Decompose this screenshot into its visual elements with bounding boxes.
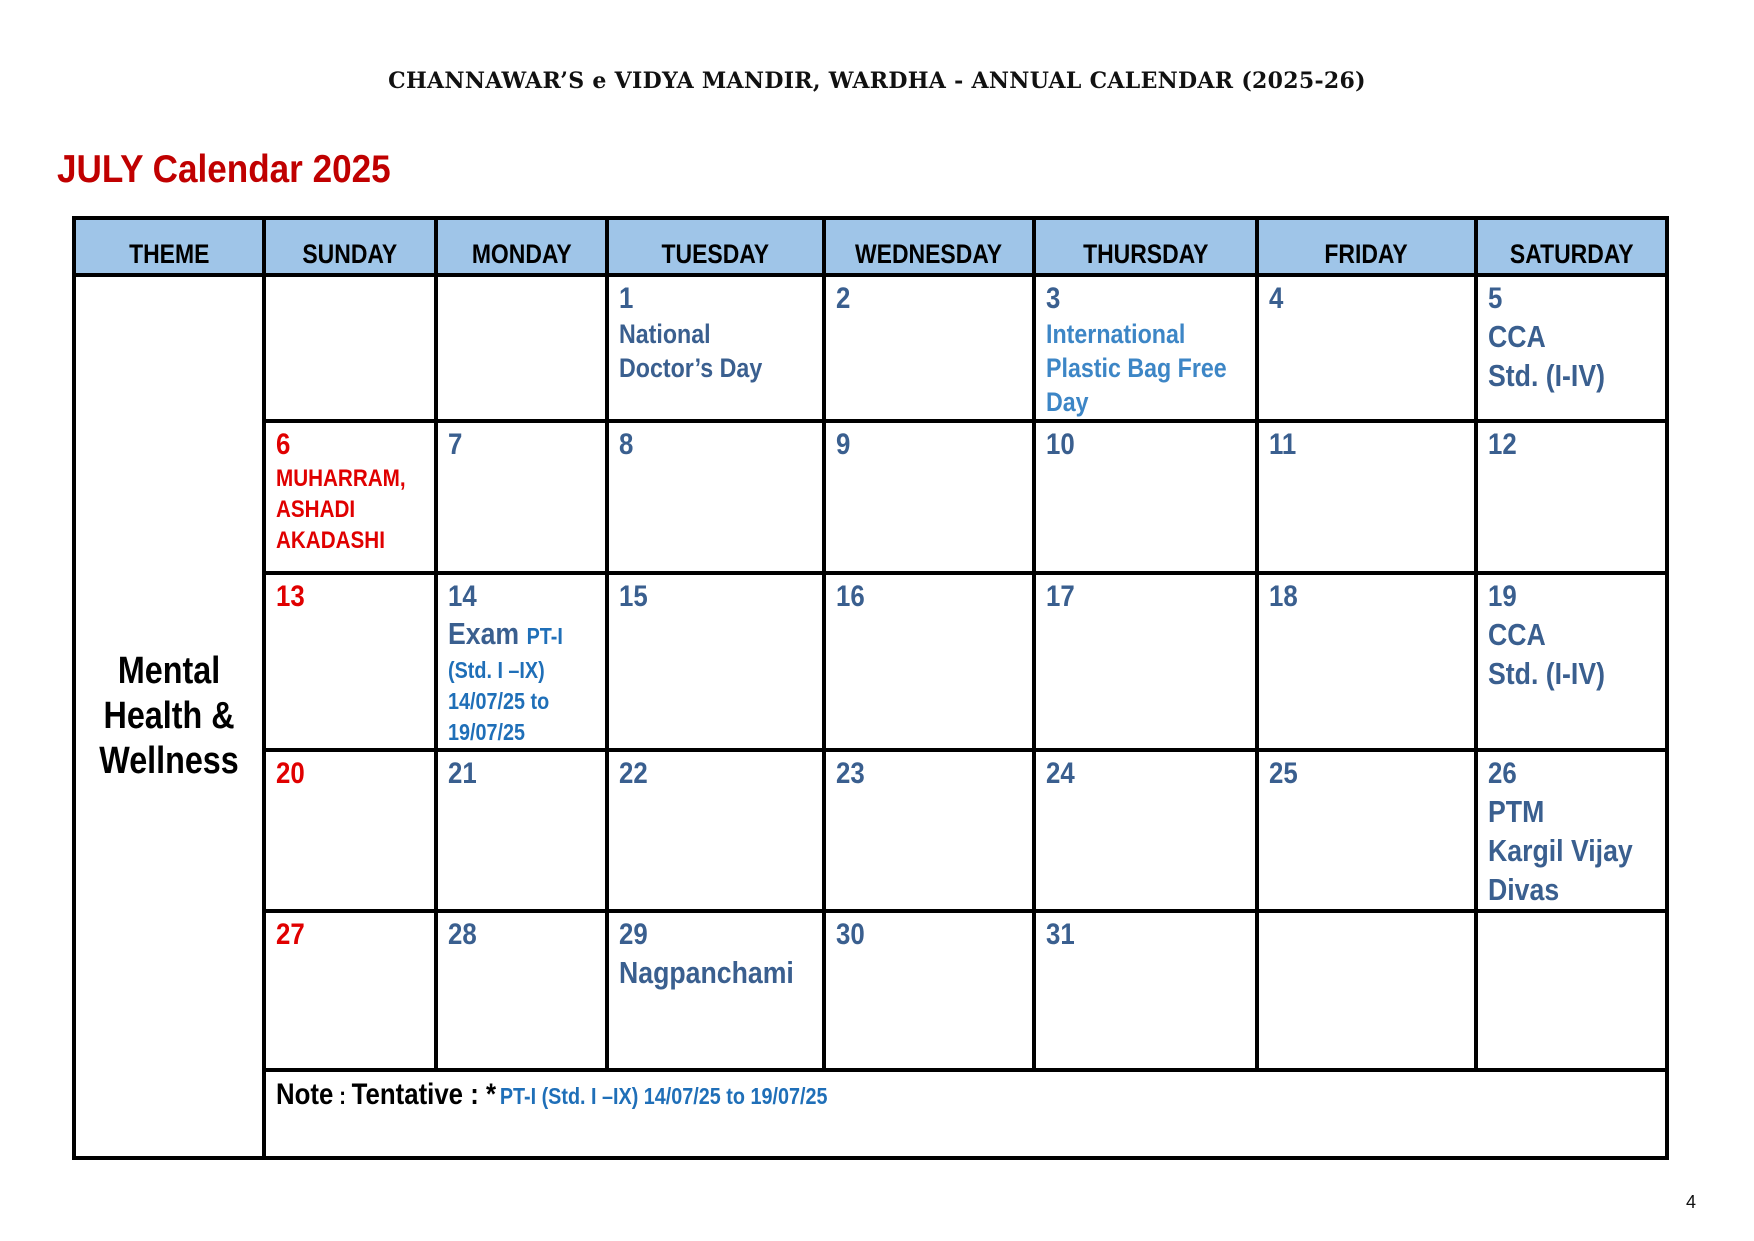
day-cell-holiday: 13 bbox=[264, 573, 436, 750]
day-cell: 9 bbox=[824, 421, 1034, 573]
month-title: JULY Calendar 2025 bbox=[57, 148, 391, 191]
day-cell-holiday: 20 bbox=[264, 750, 436, 911]
theme-cell bbox=[74, 275, 264, 1158]
day-cell bbox=[1257, 275, 1476, 421]
event-text: Divas bbox=[1488, 872, 1560, 907]
day-cell-holiday: 27 bbox=[264, 911, 436, 1070]
event-text: Exam PT-I bbox=[448, 616, 563, 651]
day-cell: 15 bbox=[607, 573, 824, 750]
note-label: Note bbox=[276, 1078, 334, 1111]
day-number: 3 bbox=[1046, 282, 1061, 315]
day-cell bbox=[1476, 275, 1667, 421]
header-theme: THEME bbox=[74, 218, 264, 275]
week-row bbox=[74, 275, 1667, 421]
day-cell: 10 bbox=[1034, 421, 1257, 573]
header-sunday: SUNDAY bbox=[264, 218, 436, 275]
event-text: Std. (I-IV) bbox=[1488, 656, 1606, 691]
day-cell: 25 bbox=[1257, 750, 1476, 911]
day-cell-empty bbox=[264, 275, 436, 421]
day-cell bbox=[1034, 275, 1257, 421]
day-cell bbox=[607, 275, 824, 421]
day-cell-empty bbox=[1257, 911, 1476, 1070]
header-friday: FRIDAY bbox=[1257, 218, 1476, 275]
event-text: Day bbox=[1046, 387, 1089, 417]
event-text: CCA bbox=[1488, 319, 1546, 354]
document-title: CHANNAWAR’S e VIDYA MANDIR, WARDHA - ANNUAL CALENDAR (2025-26) bbox=[388, 68, 1366, 94]
day-cell: 22 bbox=[607, 750, 824, 911]
holiday-text: MUHARRAM, bbox=[276, 465, 406, 492]
day-cell: 28 bbox=[436, 911, 607, 1070]
day-cell bbox=[607, 911, 824, 1070]
day-cell: 12 bbox=[1476, 421, 1667, 573]
header-saturday: SATURDAY bbox=[1476, 218, 1667, 275]
event-text: Nagpanchami bbox=[619, 955, 794, 990]
header-thursday: THURSDAY bbox=[1034, 218, 1257, 275]
week-row bbox=[74, 911, 1667, 1070]
event-text: Doctor’s Day bbox=[619, 353, 763, 383]
day-number: 6 bbox=[276, 428, 291, 461]
event-text: Plastic Bag Free bbox=[1046, 353, 1227, 383]
day-cell: 24 bbox=[1034, 750, 1257, 911]
note-row bbox=[74, 1070, 1667, 1158]
day-number: 4 bbox=[1269, 282, 1284, 315]
week-row bbox=[74, 573, 1667, 750]
day-cell bbox=[1476, 573, 1667, 750]
day-cell-empty bbox=[1476, 911, 1667, 1070]
day-cell: 8 bbox=[607, 421, 824, 573]
day-cell: 7 bbox=[436, 421, 607, 573]
day-cell bbox=[824, 275, 1034, 421]
day-number: 5 bbox=[1488, 282, 1503, 315]
event-text: National bbox=[619, 319, 711, 349]
day-cell: 31 bbox=[1034, 911, 1257, 1070]
page-number: 4 bbox=[1686, 1192, 1697, 1212]
day-cell bbox=[1476, 750, 1667, 911]
day-number: 1 bbox=[619, 282, 634, 315]
header-tuesday: TUESDAY bbox=[607, 218, 824, 275]
day-number: 29 bbox=[619, 918, 648, 951]
event-text: 19/07/25 bbox=[448, 719, 525, 745]
theme-text: Mental Health & Wellness bbox=[99, 650, 239, 782]
day-number: 14 bbox=[448, 580, 477, 613]
note-tentative: Tentative : * bbox=[351, 1078, 496, 1111]
header-monday: MONDAY bbox=[436, 218, 607, 275]
week-row bbox=[74, 750, 1667, 911]
day-cell: 18 bbox=[1257, 573, 1476, 750]
day-number: 19 bbox=[1488, 580, 1517, 613]
day-cell: 30 bbox=[824, 911, 1034, 1070]
calendar-table bbox=[72, 216, 1669, 1160]
event-text: Std. (I-IV) bbox=[1488, 358, 1606, 393]
event-text: Kargil Vijay bbox=[1488, 833, 1633, 868]
note-detail: PT-I (Std. I –IX) 14/07/25 to 19/07/25 bbox=[499, 1083, 828, 1109]
day-cell: 23 bbox=[824, 750, 1034, 911]
event-text: (Std. I –IX) bbox=[448, 657, 545, 683]
event-text: 14/07/25 to bbox=[448, 688, 550, 714]
week-row bbox=[74, 421, 1667, 573]
day-cell: 11 bbox=[1257, 421, 1476, 573]
event-text: CCA bbox=[1488, 617, 1546, 652]
note-cell: Note : Tentative : * PT-I (Std. I –IX) 14/07/25 to 19/07/25 bbox=[264, 1070, 1667, 1158]
header-wednesday: WEDNESDAY bbox=[824, 218, 1034, 275]
day-cell: 16 bbox=[824, 573, 1034, 750]
day-number: 2 bbox=[836, 282, 851, 315]
event-text: International bbox=[1046, 319, 1186, 349]
header-row bbox=[74, 218, 1667, 275]
holiday-text: ASHADI bbox=[276, 496, 356, 523]
day-cell-empty bbox=[436, 275, 607, 421]
day-cell: 17 bbox=[1034, 573, 1257, 750]
day-number: 26 bbox=[1488, 757, 1517, 790]
day-cell-holiday bbox=[264, 421, 436, 573]
day-cell: 21 bbox=[436, 750, 607, 911]
holiday-text: AKADASHI bbox=[276, 527, 385, 554]
event-text: PTM bbox=[1488, 794, 1545, 829]
day-cell bbox=[436, 573, 607, 750]
